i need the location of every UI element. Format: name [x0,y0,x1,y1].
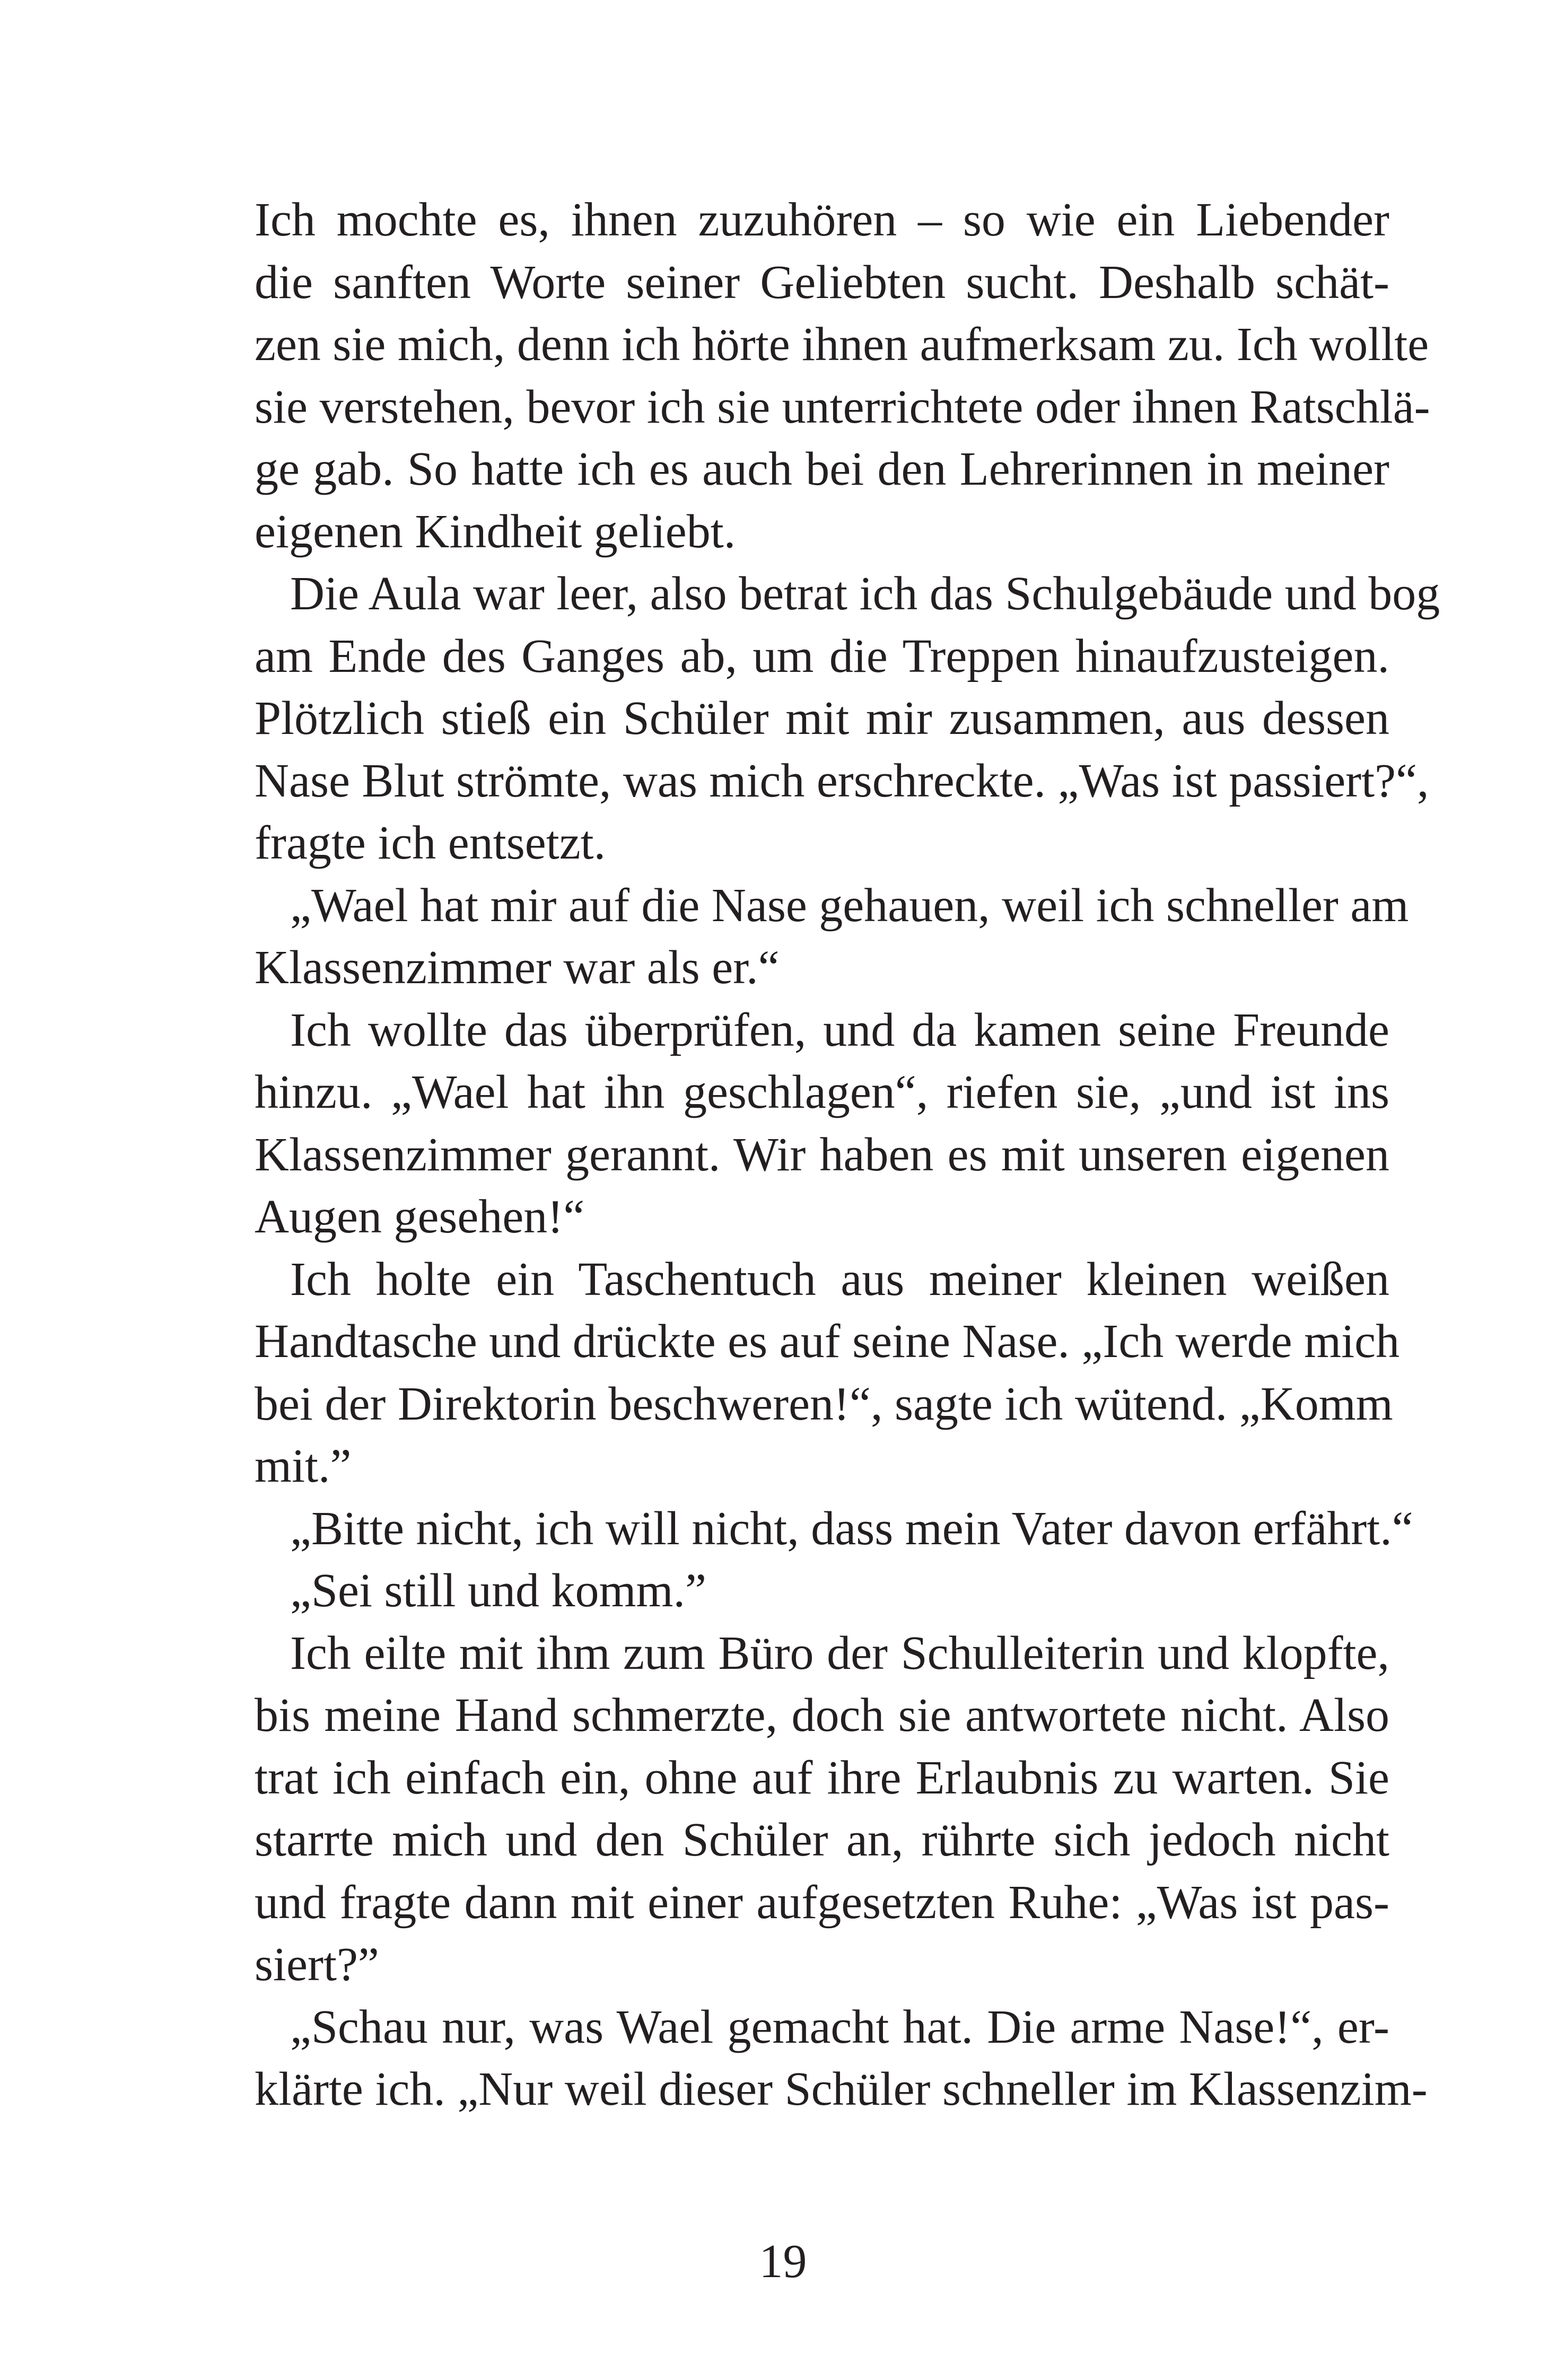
paragraph [255,1996,1428,2121]
text-line: bei der Direktorin beschweren!“, sagte ich wütend. „Komm [255,1377,1393,1430]
text-line: Augen gesehen!“ [255,1191,585,1243]
text-line: die sanften Worte seiner Geliebten sucht. Deshalb schät- [255,256,1389,309]
text-line: am Ende des Ganges ab, um die Treppen hinaufzusteigen. [255,629,1389,682]
text-line: Die Aula war leer, also betrat ich das Schulgebäude und bog [290,567,1440,620]
page-number: 19 [759,2235,807,2288]
text-line: „Schau nur, was Wael gemacht hat. Die arme Nase!“, er- [290,2000,1389,2053]
text-line: „Sei still und komm.” [290,1564,706,1617]
text-line: Ich eilte mit ihm zum Büro der Schulleiterin und klopfte, [290,1626,1389,1679]
text-line: fragte ich entsetzt. [255,817,606,869]
text-line: Nase Blut strömte, was mich erschreckte. „Was ist passiert?“, [255,754,1429,807]
text-line: hinzu. „Wael hat ihn geschlagen“, riefen sie, „und ist ins [255,1066,1389,1118]
book-page-body [255,189,1440,2121]
text-line: mit.” [255,1440,352,1492]
paragraph [255,1560,1389,1622]
paragraph [255,874,1409,999]
paragraph [255,1498,1413,1560]
text-line: zen sie mich, denn ich hörte ihnen aufmerksam zu. Ich wollte [255,318,1429,371]
text-line: „Wael hat mir auf die Nase gehauen, weil ich schneller am [290,879,1409,932]
paragraph [255,563,1440,874]
text-line: Ich holte ein Taschentuch aus meiner kleinen weißen [290,1253,1389,1306]
paragraph [255,999,1389,1248]
text-line: Klassenzimmer war als er.“ [255,941,780,994]
text-line: eigenen Kindheit geliebt. [255,505,736,558]
text-line: „Bitte nicht, ich will nicht, dass mein Vater davon erfährt.“ [290,1502,1413,1555]
text-line: ge gab. So hatte ich es auch bei den Lehrerinnen in meiner [255,443,1389,495]
text-line: sie verstehen, bevor ich sie unterrichtete oder ihnen Ratschlä- [255,380,1430,433]
paragraph [255,1622,1389,1996]
paragraph [255,189,1430,563]
text-line: trat ich einfach ein, ohne auf ihre Erlaubnis zu warten. Sie [255,1751,1389,1804]
text-line: Handtasche und drückte es auf seine Nase. „Ich werde mich [255,1315,1400,1368]
text-line: Ich mochte es, ihnen zuzuhören – so wie ein Liebender [255,194,1389,246]
text-line: klärte ich. „Nur weil dieser Schüler schneller im Klassenzim- [255,2063,1428,2115]
text-line: starrte mich und den Schüler an, rührte sich jedoch nicht [255,1814,1389,1866]
text-line: und fragte dann mit einer aufgesetzten Ruhe: „Was ist pas- [255,1876,1389,1929]
paragraph [255,1248,1400,1498]
text-line: bis meine Hand schmerzte, doch sie antwortete nicht. Also [255,1689,1389,1742]
text-line: Ich wollte das überprüfen, und da kamen seine Freunde [290,1003,1389,1056]
text-line: Klassenzimmer gerannt. Wir haben es mit unseren eigenen [255,1128,1389,1181]
text-line: siert?” [255,1938,379,1991]
text-line: Plötzlich stieß ein Schüler mit mir zusammen, aus dessen [255,692,1389,745]
